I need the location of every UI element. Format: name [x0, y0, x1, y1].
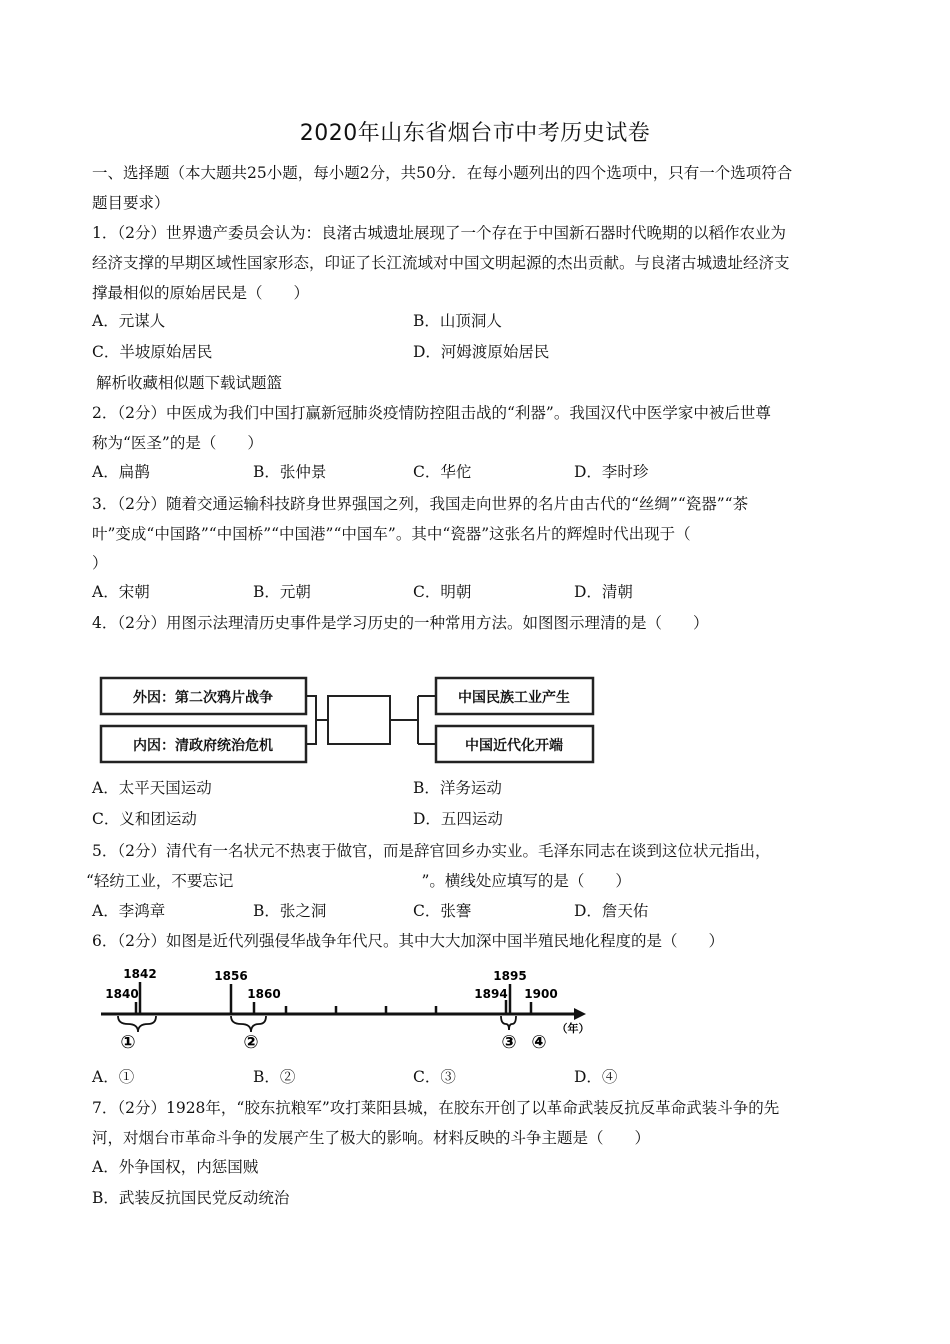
q4-option-d[interactable]: D．五四运动: [413, 810, 503, 828]
question-3-text-2: 叶”变成“中国路”“中国桥”“中国港”“中国车”。其中“瓷器”这张名片的辉煌时代出现于（: [92, 525, 691, 543]
cause-effect-diagram: [96, 672, 600, 772]
timeline-brace-3: [501, 1016, 516, 1030]
q4-option-b[interactable]: B．洋务运动: [413, 779, 502, 797]
page-title: 2020年山东省烟台市中考历史试卷: [299, 121, 651, 146]
timeline-marker-1: ①: [120, 1032, 136, 1053]
diagram-connector-right: [390, 696, 436, 744]
question-3-text-3: ）: [92, 554, 108, 572]
question-2-text-2: 称为“医圣”的是（ ）: [92, 434, 263, 452]
q1-option-c[interactable]: C．半坡原始居民: [92, 343, 213, 361]
timeline-label-1894: 1894: [474, 987, 508, 1001]
diagram-label-right-top: 中国民族工业产生: [458, 690, 570, 706]
q5-option-c[interactable]: C．张謇: [413, 902, 472, 920]
timeline-label-1840: 1840: [105, 987, 139, 1001]
question-3-text: 3．（2分）随着交通运输科技跻身世界强国之列，我国走向世界的名片由古代的“丝绸”“瓷器”“茶: [92, 495, 749, 513]
question-4-text: 4．（2分）用图示法理清历史事件是学习历史的一种常用方法。如图图示理清的是（ ）: [92, 614, 709, 632]
q5-option-a[interactable]: A．李鸿章: [92, 902, 166, 920]
q3-option-a[interactable]: A．宋朝: [92, 583, 150, 601]
question-5-text: 5．（2分）清代有一名状元不热衷于做官，而是辞官回乡办实业。毛泽东同志在谈到这位状元指出，: [92, 842, 771, 860]
question-5-prompt: ”。横线处应填写的是（ ）: [421, 872, 631, 890]
q2-option-a[interactable]: A．扁鹊: [92, 463, 150, 481]
section-instructions: 一、选择题（本大题共25小题，每小题2分，共50分．在每小题列出的四个选项中，只有一个选项符合: [92, 164, 793, 182]
question-2-text: 2．（2分）中医成为我们中国打赢新冠肺炎疫情防控阻击战的“利器”。我国汉代中医学家中被后世尊: [92, 404, 771, 422]
timeline-label-1842: 1842: [123, 967, 157, 981]
diagram-label-right-bottom: 中国近代化开端: [465, 738, 563, 754]
timeline-label-1860: 1860: [247, 987, 281, 1001]
q6-option-d[interactable]: D．④: [574, 1068, 618, 1086]
timeline-label-1900: 1900: [524, 987, 558, 1001]
q6-option-a[interactable]: A．①: [92, 1068, 135, 1086]
question-5-quote: “轻纺工业，不要忘记: [86, 872, 234, 890]
q3-option-b[interactable]: B．元朝: [253, 583, 311, 601]
q3-option-d[interactable]: D．清朝: [574, 583, 633, 601]
war-timeline: [96, 962, 606, 1054]
question-6-text: 6．（2分）如图是近代列强侵华战争年代尺。其中大大加深中国半殖民地化程度的是（ ）: [92, 932, 724, 950]
q1-option-d[interactable]: D．河姆渡原始居民: [413, 343, 550, 361]
timeline-marker-4: ④: [531, 1032, 547, 1053]
timeline-label-1895: 1895: [493, 969, 527, 983]
q1-option-b[interactable]: B．山顶洞人: [413, 312, 502, 330]
timeline-marker-2: ②: [243, 1032, 259, 1053]
q4-option-c[interactable]: C．义和团运动: [92, 810, 197, 828]
timeline-brace-1: [118, 1016, 156, 1032]
q7-option-a[interactable]: A．外争国权，内惩国贼: [92, 1158, 259, 1176]
q6-option-b[interactable]: B．②: [253, 1068, 296, 1086]
timeline-arrow-icon: [574, 1008, 586, 1020]
q7-option-b[interactable]: B．武装反抗国民党反动统治: [92, 1189, 290, 1207]
q2-option-b[interactable]: B．张仲景: [253, 463, 327, 481]
diagram-connector-left: [306, 696, 328, 744]
q6-option-c[interactable]: C．③: [413, 1068, 456, 1086]
timeline-label-1856: 1856: [214, 969, 248, 983]
question-1-links[interactable]: 解析收藏相似题下载试题篮: [96, 374, 283, 392]
q1-option-a[interactable]: A．元谋人: [92, 312, 166, 330]
timeline-brace-2: [231, 1016, 266, 1032]
q2-option-d[interactable]: D．李时珍: [574, 463, 649, 481]
question-1-text: 1．（2分）世界遗产委员会认为：良渚古城遗址展现了一个存在于中国新石器时代晚期的以稻作农业为: [92, 224, 786, 242]
q5-option-b[interactable]: B．张之洞: [253, 902, 327, 920]
diagram-box-middle-blank: [328, 696, 390, 744]
diagram-label-left-top: 外因：第二次鸦片战争: [133, 690, 273, 706]
question-7-text: 7．（2分）1928年，“胶东抗粮军”攻打莱阳县城，在胶东开创了以革命武装反抗反革命武装斗争的先: [92, 1099, 780, 1117]
diagram-label-left-bottom: 内因：清政府统治危机: [133, 738, 273, 754]
question-1-text-2: 经济支撑的早期区域性国家形态，印证了长江流域对中国文明起源的杰出贡献。与良渚古城遗址经济支: [92, 254, 790, 272]
timeline-unit: （年）: [556, 1022, 590, 1035]
q4-option-a[interactable]: A．太平天国运动: [92, 779, 212, 797]
q2-option-c[interactable]: C．华佗: [413, 463, 472, 481]
section-instructions-cont: 题目要求）: [92, 194, 170, 212]
question-5-text-2: [86, 870, 631, 892]
q3-option-c[interactable]: C．明朝: [413, 583, 472, 601]
question-7-text-2: 河，对烟台市革命斗争的发展产生了极大的影响。材料反映的斗争主题是（ ）: [92, 1129, 651, 1147]
q5-option-d[interactable]: D．詹天佑: [574, 902, 649, 920]
timeline-marker-3: ③: [501, 1032, 517, 1053]
question-1-text-3: 撑最相似的原始居民是（ ）: [92, 284, 310, 302]
